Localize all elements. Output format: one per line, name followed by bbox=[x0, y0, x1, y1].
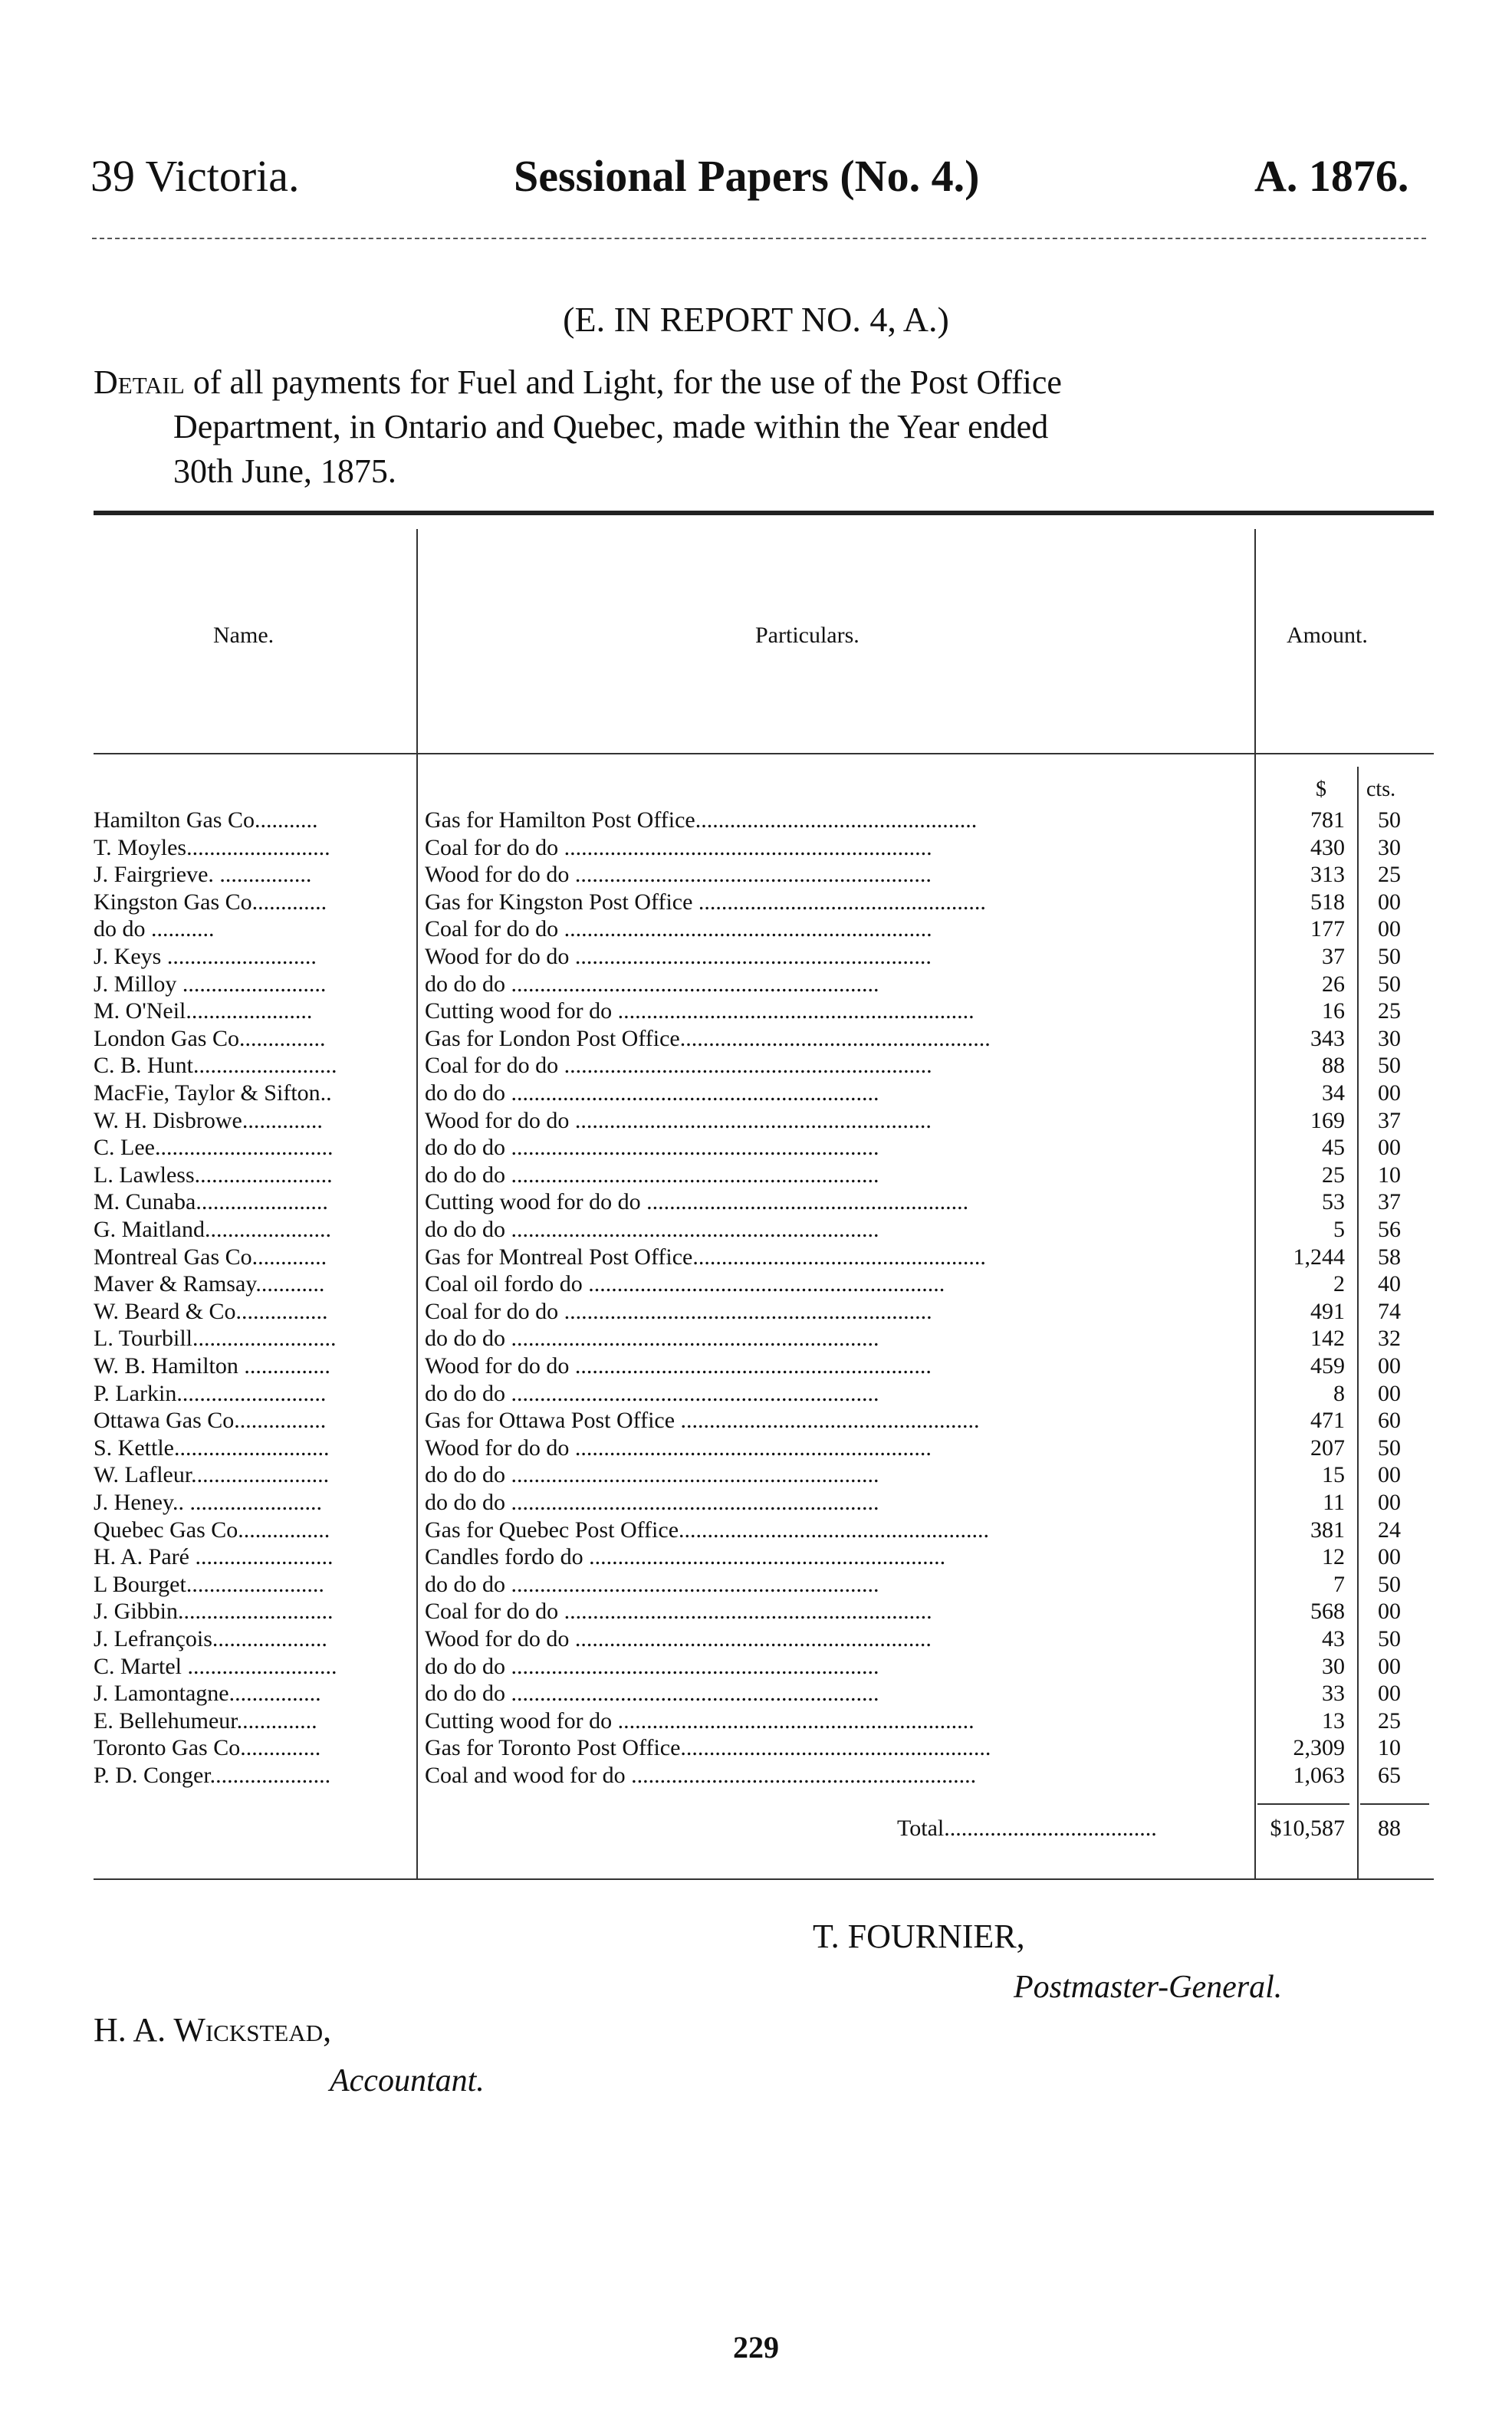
header-right: A. 1876. bbox=[1254, 151, 1409, 201]
row-particulars: Coal for do do ................................................................ bbox=[425, 916, 932, 942]
row-cents: 50 bbox=[1378, 1435, 1401, 1461]
row-particulars: do do do ................................................................ bbox=[425, 1571, 879, 1597]
row-name: P. D. Conger..................... bbox=[94, 1763, 331, 1788]
row-cents: 25 bbox=[1378, 862, 1401, 888]
row-name: W. H. Disbrowe.............. bbox=[94, 1107, 323, 1133]
row-cents: 00 bbox=[1378, 1080, 1401, 1106]
row-dollars: 568 bbox=[1310, 1599, 1345, 1625]
row-dollars: 45 bbox=[1322, 1135, 1345, 1161]
row-name: Maver & Ramsay............ bbox=[94, 1271, 325, 1297]
table-row bbox=[0, 1707, 1512, 1735]
row-name: C. Lee............................... bbox=[94, 1135, 334, 1161]
table-row bbox=[0, 1380, 1512, 1408]
table-row bbox=[0, 1571, 1512, 1599]
column-header-name: Name. bbox=[213, 623, 274, 648]
row-cents: 00 bbox=[1378, 1490, 1401, 1515]
header-rule bbox=[92, 238, 1426, 239]
row-name: W. B. Hamilton ............... bbox=[94, 1353, 330, 1379]
row-particulars: Gas for Hamilton Post Office................................................. bbox=[425, 807, 978, 833]
row-dollars: 37 bbox=[1322, 944, 1345, 969]
intro-line-1 bbox=[94, 360, 1434, 405]
row-particulars: do do do ................................................................ bbox=[425, 1135, 879, 1161]
row-dollars: 16 bbox=[1322, 998, 1345, 1024]
row-name: J. Milloy ......................... bbox=[94, 971, 327, 997]
row-name: M. Cunaba....................... bbox=[94, 1189, 328, 1215]
row-particulars: Wood for do do .............................................................. bbox=[425, 1626, 932, 1651]
row-name: Toronto Gas Co.............. bbox=[94, 1735, 321, 1761]
intro-lead: Detail bbox=[94, 363, 185, 401]
table-row bbox=[0, 1762, 1512, 1789]
row-particulars: Coal and wood for do ............................................................ bbox=[425, 1763, 977, 1788]
row-particulars: Wood for do do .............................................................. bbox=[425, 1353, 932, 1379]
row-particulars: Wood for do do .............................................................. bbox=[425, 944, 932, 969]
row-name: J. Lamontagne................ bbox=[94, 1681, 321, 1707]
row-particulars: Wood for do do .............................................................. bbox=[425, 862, 932, 888]
table-row bbox=[0, 971, 1512, 998]
header-center: Sessional Papers (No. 4.) bbox=[514, 151, 980, 201]
row-dollars: 430 bbox=[1310, 834, 1345, 860]
table-row bbox=[0, 1625, 1512, 1653]
row-cents: 65 bbox=[1378, 1763, 1401, 1788]
row-particulars: Cutting wood for do do ........................................................ bbox=[425, 1189, 969, 1215]
table-row bbox=[0, 1134, 1512, 1162]
table-row bbox=[0, 807, 1512, 834]
intro-line-3: 30th June, 1875. bbox=[173, 452, 396, 490]
row-particulars: Wood for do do .............................................................. bbox=[425, 1107, 932, 1133]
row-name: J. Heney.. ....................... bbox=[94, 1490, 323, 1515]
row-dollars: 13 bbox=[1322, 1707, 1345, 1734]
row-cents: 30 bbox=[1378, 1025, 1401, 1051]
table-row bbox=[0, 889, 1512, 916]
row-name: Kingston Gas Co............. bbox=[94, 889, 327, 915]
table-row bbox=[0, 1162, 1512, 1189]
row-particulars: Coal for do do ................................................................ bbox=[425, 1599, 932, 1625]
row-particulars: Wood for do do .............................................................. bbox=[425, 1435, 932, 1461]
row-cents: 60 bbox=[1378, 1408, 1401, 1434]
row-particulars: do do do ................................................................ bbox=[425, 1162, 879, 1188]
row-name: H. A. Paré ........................ bbox=[94, 1544, 334, 1570]
row-particulars: Coal for do do ................................................................ bbox=[425, 1053, 932, 1079]
row-dollars: 1,063 bbox=[1293, 1763, 1345, 1788]
row-cents: 00 bbox=[1378, 889, 1401, 915]
row-particulars: Gas for Ottawa Post Office .................................................... bbox=[425, 1408, 980, 1434]
row-particulars: Coal for do do ................................................................ bbox=[425, 834, 932, 860]
row-dollars: 15 bbox=[1322, 1462, 1345, 1488]
row-cents: 37 bbox=[1378, 1107, 1401, 1133]
row-name: C. B. Hunt......................... bbox=[94, 1053, 337, 1079]
row-dollars: 207 bbox=[1310, 1435, 1345, 1461]
row-cents: 00 bbox=[1378, 1599, 1401, 1625]
row-dollars: 43 bbox=[1322, 1626, 1345, 1651]
column-header-particulars: Particulars. bbox=[755, 623, 860, 648]
row-name: Hamilton Gas Co........... bbox=[94, 807, 318, 833]
row-particulars: do do do ................................................................ bbox=[425, 1490, 879, 1515]
row-dollars: 26 bbox=[1322, 971, 1345, 997]
row-dollars: 343 bbox=[1310, 1025, 1345, 1051]
report-subtitle-text: (E. IN REPORT NO. 4, A.) bbox=[563, 300, 949, 339]
row-cents: 10 bbox=[1378, 1735, 1401, 1761]
row-cents: 00 bbox=[1378, 1135, 1401, 1161]
row-particulars: Gas for Montreal Post Office................................................... bbox=[425, 1244, 986, 1270]
row-particulars: Coal oil fordo do .............................................................. bbox=[425, 1271, 945, 1297]
row-dollars: 381 bbox=[1310, 1517, 1345, 1543]
table-row bbox=[0, 1025, 1512, 1053]
page-number: 229 bbox=[733, 2330, 779, 2365]
intro-line-2: Department, in Ontario and Quebec, made within the Year ended bbox=[173, 408, 1049, 445]
intro-text-1: of all payments for Fuel and Light, for the use of the Post Office bbox=[192, 363, 1062, 401]
total-dollars: $10,587 bbox=[1270, 1816, 1345, 1841]
accountant-name: H. A. Wickstead, bbox=[94, 2011, 332, 2049]
row-cents: 00 bbox=[1378, 1380, 1401, 1406]
row-name: T. Moyles......................... bbox=[94, 834, 330, 860]
table-row bbox=[0, 1435, 1512, 1462]
row-name: London Gas Co............... bbox=[94, 1025, 326, 1051]
table-row bbox=[0, 1080, 1512, 1107]
table-row bbox=[0, 1461, 1512, 1489]
row-dollars: 313 bbox=[1310, 862, 1345, 888]
row-cents: 50 bbox=[1378, 971, 1401, 997]
row-dollars: 53 bbox=[1322, 1189, 1345, 1215]
row-name: P. Larkin.......................... bbox=[94, 1380, 327, 1406]
row-name: L Bourget........................ bbox=[94, 1571, 324, 1597]
accountant-title: Accountant. bbox=[330, 2063, 485, 2098]
table-row bbox=[0, 1489, 1512, 1517]
row-particulars: Gas for London Post Office...................................................... bbox=[425, 1025, 991, 1051]
table-row bbox=[0, 1325, 1512, 1352]
table-row bbox=[0, 915, 1512, 943]
table-bottom-rule bbox=[94, 1878, 1434, 1880]
row-particulars: do do do ................................................................ bbox=[425, 971, 879, 997]
row-particulars: Gas for Quebec Post Office...................................................... bbox=[425, 1517, 990, 1543]
row-dollars: 34 bbox=[1322, 1080, 1345, 1106]
table-row bbox=[0, 1653, 1512, 1681]
row-dollars: 8 bbox=[1333, 1380, 1345, 1406]
table-row bbox=[0, 943, 1512, 971]
row-name: Quebec Gas Co................ bbox=[94, 1517, 330, 1543]
table-row bbox=[0, 1107, 1512, 1135]
row-cents: 50 bbox=[1378, 944, 1401, 969]
row-cents: 50 bbox=[1378, 1053, 1401, 1079]
row-dollars: 177 bbox=[1310, 916, 1345, 942]
row-cents: 25 bbox=[1378, 1707, 1401, 1734]
row-name: Ottawa Gas Co................ bbox=[94, 1408, 327, 1434]
table-row bbox=[0, 1598, 1512, 1625]
row-dollars: 1,244 bbox=[1293, 1244, 1345, 1270]
row-particulars: do do do ................................................................ bbox=[425, 1326, 879, 1352]
total-cents: 88 bbox=[1378, 1816, 1401, 1841]
row-name: W. Lafleur........................ bbox=[94, 1462, 330, 1488]
row-dollars: 781 bbox=[1310, 807, 1345, 833]
table-row bbox=[0, 1407, 1512, 1435]
table-row bbox=[0, 1352, 1512, 1380]
column-header-amount: Amount. bbox=[1287, 623, 1368, 648]
table-row bbox=[0, 1052, 1512, 1080]
row-cents: 10 bbox=[1378, 1162, 1401, 1188]
row-cents: 50 bbox=[1378, 807, 1401, 833]
table-top-rule bbox=[94, 511, 1434, 515]
row-cents: 37 bbox=[1378, 1189, 1401, 1215]
row-name: L. Lawless........................ bbox=[94, 1162, 333, 1188]
row-cents: 40 bbox=[1378, 1271, 1401, 1297]
table-row bbox=[0, 1244, 1512, 1271]
row-cents: 00 bbox=[1378, 1653, 1401, 1679]
row-name: Montreal Gas Co............. bbox=[94, 1244, 327, 1270]
row-name: C. Martel .......................... bbox=[94, 1653, 337, 1679]
table-row bbox=[0, 1298, 1512, 1326]
row-particulars: do do do ................................................................ bbox=[425, 1653, 879, 1679]
table-row bbox=[0, 1188, 1512, 1216]
row-dollars: 33 bbox=[1322, 1681, 1345, 1707]
row-name: J. Keys .......................... bbox=[94, 944, 317, 969]
row-cents: 32 bbox=[1378, 1326, 1401, 1352]
row-dollars: 7 bbox=[1333, 1571, 1345, 1597]
total-label: Total..................................... bbox=[897, 1816, 1157, 1841]
header-left: 39 Victoria. bbox=[90, 151, 300, 201]
postmaster-name: T. FOURNIER, bbox=[813, 1918, 1025, 1955]
row-name: W. Beard & Co................ bbox=[94, 1298, 328, 1324]
row-dollars: 25 bbox=[1322, 1162, 1345, 1188]
row-dollars: 88 bbox=[1322, 1053, 1345, 1079]
table-row bbox=[0, 1517, 1512, 1544]
row-name: M. O'Neil...................... bbox=[94, 998, 313, 1024]
report-subtitle bbox=[0, 299, 1512, 340]
row-dollars: 491 bbox=[1310, 1298, 1345, 1324]
row-cents: 00 bbox=[1378, 1353, 1401, 1379]
row-cents: 24 bbox=[1378, 1517, 1401, 1543]
row-particulars: Gas for Kingston Post Office .................................................. bbox=[425, 889, 986, 915]
row-particulars: Cutting wood for do .............................................................. bbox=[425, 1707, 975, 1734]
row-name: MacFie, Taylor & Sifton.. bbox=[94, 1080, 332, 1106]
row-name: G. Maitland...................... bbox=[94, 1217, 331, 1242]
table-row bbox=[0, 861, 1512, 889]
row-dollars: 5 bbox=[1333, 1217, 1345, 1242]
intro-paragraph bbox=[94, 360, 1434, 494]
row-cents: 50 bbox=[1378, 1626, 1401, 1651]
row-dollars: 11 bbox=[1323, 1490, 1345, 1515]
table-row bbox=[0, 834, 1512, 862]
table-row bbox=[0, 1216, 1512, 1244]
row-particulars: Candles fordo do .............................................................. bbox=[425, 1544, 946, 1570]
row-particulars: do do do ................................................................ bbox=[425, 1217, 879, 1242]
table-row bbox=[0, 1543, 1512, 1571]
table-row bbox=[0, 1270, 1512, 1298]
row-particulars: Coal for do do ................................................................ bbox=[425, 1298, 932, 1324]
row-particulars: do do do ................................................................ bbox=[425, 1462, 879, 1488]
row-name: S. Kettle........................... bbox=[94, 1435, 330, 1461]
row-cents: 50 bbox=[1378, 1571, 1401, 1597]
row-name: E. Bellehumeur.............. bbox=[94, 1707, 317, 1734]
row-dollars: 518 bbox=[1310, 889, 1345, 915]
row-name: L. Tourbill......................... bbox=[94, 1326, 337, 1352]
row-cents: 00 bbox=[1378, 1681, 1401, 1707]
row-cents: 56 bbox=[1378, 1217, 1401, 1242]
table-row bbox=[0, 1734, 1512, 1762]
row-name: J. Fairgrieve. ................ bbox=[94, 862, 312, 888]
row-particulars: Cutting wood for do .............................................................. bbox=[425, 998, 975, 1024]
row-dollars: 2,309 bbox=[1293, 1735, 1345, 1761]
row-cents: 00 bbox=[1378, 1462, 1401, 1488]
row-cents: 30 bbox=[1378, 834, 1401, 860]
row-dollars: 169 bbox=[1310, 1107, 1345, 1133]
unit-cents: cts. bbox=[1366, 777, 1396, 801]
header-bottom-rule bbox=[94, 753, 1434, 754]
row-name: J. Gibbin........................... bbox=[94, 1599, 334, 1625]
row-cents: 74 bbox=[1378, 1298, 1401, 1324]
row-particulars: do do do ................................................................ bbox=[425, 1681, 879, 1707]
row-cents: 58 bbox=[1378, 1244, 1401, 1270]
row-dollars: 459 bbox=[1310, 1353, 1345, 1379]
row-dollars: 2 bbox=[1333, 1271, 1345, 1297]
total-top-rule-cts bbox=[1360, 1803, 1429, 1805]
row-dollars: 12 bbox=[1322, 1544, 1345, 1570]
row-dollars: 142 bbox=[1310, 1326, 1345, 1352]
postmaster-title: Postmaster-General. bbox=[1014, 1970, 1283, 2005]
row-name: J. Lefrançois.................... bbox=[94, 1626, 327, 1651]
row-cents: 00 bbox=[1378, 916, 1401, 942]
total-top-rule-dol bbox=[1257, 1803, 1349, 1805]
row-particulars: Gas for Toronto Post Office...................................................... bbox=[425, 1735, 991, 1761]
row-cents: 25 bbox=[1378, 998, 1401, 1024]
row-particulars: do do do ................................................................ bbox=[425, 1080, 879, 1106]
unit-dollars: $ bbox=[1316, 777, 1326, 801]
table-row bbox=[0, 997, 1512, 1025]
row-name: do do ........... bbox=[94, 916, 215, 942]
row-dollars: 30 bbox=[1322, 1653, 1345, 1679]
row-particulars: do do do ................................................................ bbox=[425, 1380, 879, 1406]
row-cents: 00 bbox=[1378, 1544, 1401, 1570]
row-dollars: 471 bbox=[1310, 1408, 1345, 1434]
table-row bbox=[0, 1680, 1512, 1707]
